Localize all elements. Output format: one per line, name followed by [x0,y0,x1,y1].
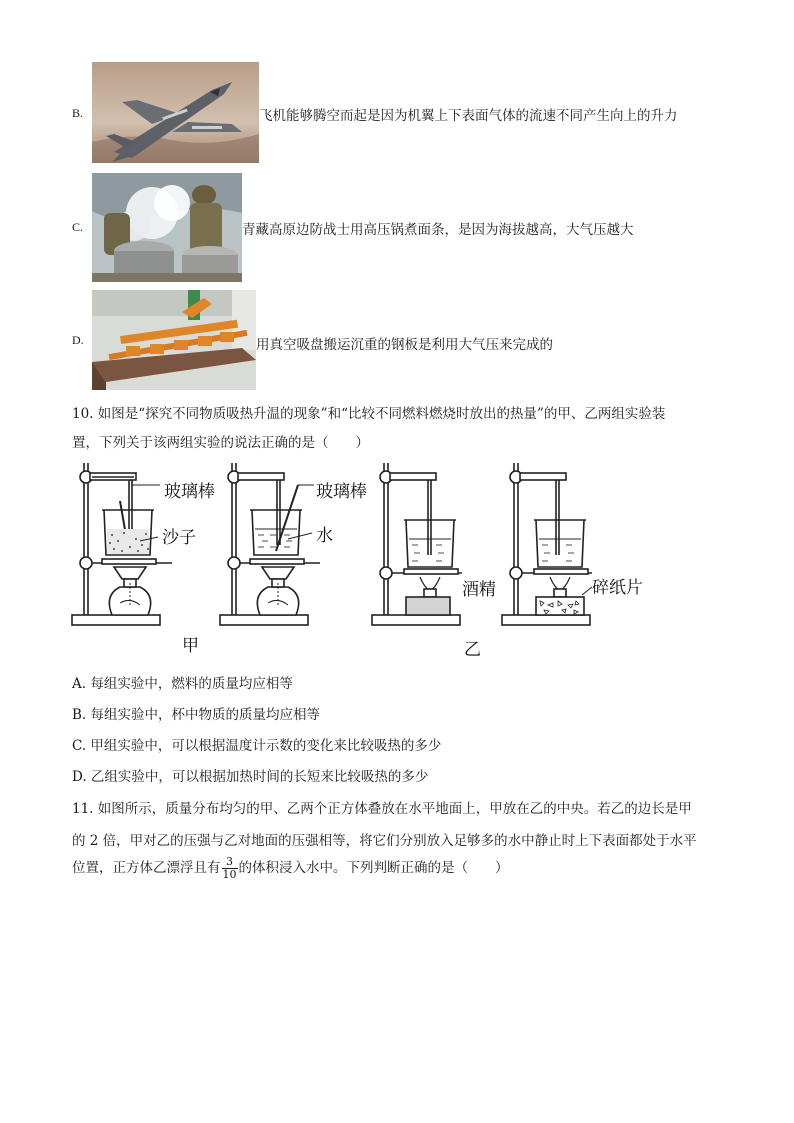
question-11-line-3-post: 的体积浸入水中。下列判断正确的是（ ） [238,860,509,876]
option-text: 用真空吸盘搬运沉重的钢板是利用大气压来完成的 [256,337,553,353]
fraction-denominator: 10 [222,868,237,881]
option-text: 青藏高原边防战士用高压锅煮面条，是因为海拔越高，大气压越大 [242,222,634,238]
vacuum-lifter-photo [92,290,256,390]
option-letter: C. [72,220,84,234]
question-10-line-2: 置，下列关于该两组实验的说法正确的是（ ） [72,435,369,451]
apparatus-water [220,463,320,625]
choice-a: A. 每组实验中，燃料的质量均应相等 [72,676,293,692]
fighter-jet-photo [92,62,259,163]
choice-d: D. 乙组实验中，可以根据加热时间的长短来比较吸热的多少 [72,769,429,785]
question-11-line-3 [72,856,509,881]
apparatus-paper [502,463,592,625]
fraction [222,856,238,881]
question-10-line-1: 10. 如图是“探究不同物质吸热升温的现象”和“比较不同燃料燃烧时放出的热量”的甲、乙两组实验装 [72,406,666,422]
question-11-line-2: 的 2 倍，甲对乙的压强与乙对地面的压强相等，将它们分别放入足够多的水中静止时上下表面都处于水平 [72,833,697,849]
label-alcohol: 酒精 [462,580,496,600]
label-group-b: 乙 [464,640,481,660]
option-letter: D. [72,333,84,347]
label-glass-rod-1: 玻璃棒 [164,482,215,502]
apparatus-sand [72,463,172,625]
experiment-diagram [62,455,662,664]
choice-b: B. 每组实验中，杯中物质的质量均应相等 [72,707,321,723]
label-paper: 碎纸片 [592,578,643,598]
apparatus-alcohol [372,463,462,625]
question-11-line-1: 11. 如图所示，质量分布均匀的甲、乙两个正方体叠放在水平地面上，甲放在乙的中央。若乙的边长是甲 [72,801,692,817]
label-group-a: 甲 [182,636,199,656]
label-glass-rod-2: 玻璃棒 [316,482,367,502]
question-11-line-3-pre: 位置，正方体乙漂浮且有 [72,860,221,876]
label-water: 水 [316,526,333,546]
option-letter: B. [72,106,84,120]
fraction-numerator: 3 [222,856,238,869]
choice-c: C. 甲组实验中，可以根据温度计示数的变化来比较吸热的多少 [72,738,442,754]
label-sand: 沙子 [162,528,196,548]
option-text: 飞机能够腾空而起是因为机翼上下表面气体的流速不同产生向上的升力 [259,108,678,124]
soldiers-pressure-cooker-photo [92,173,242,282]
